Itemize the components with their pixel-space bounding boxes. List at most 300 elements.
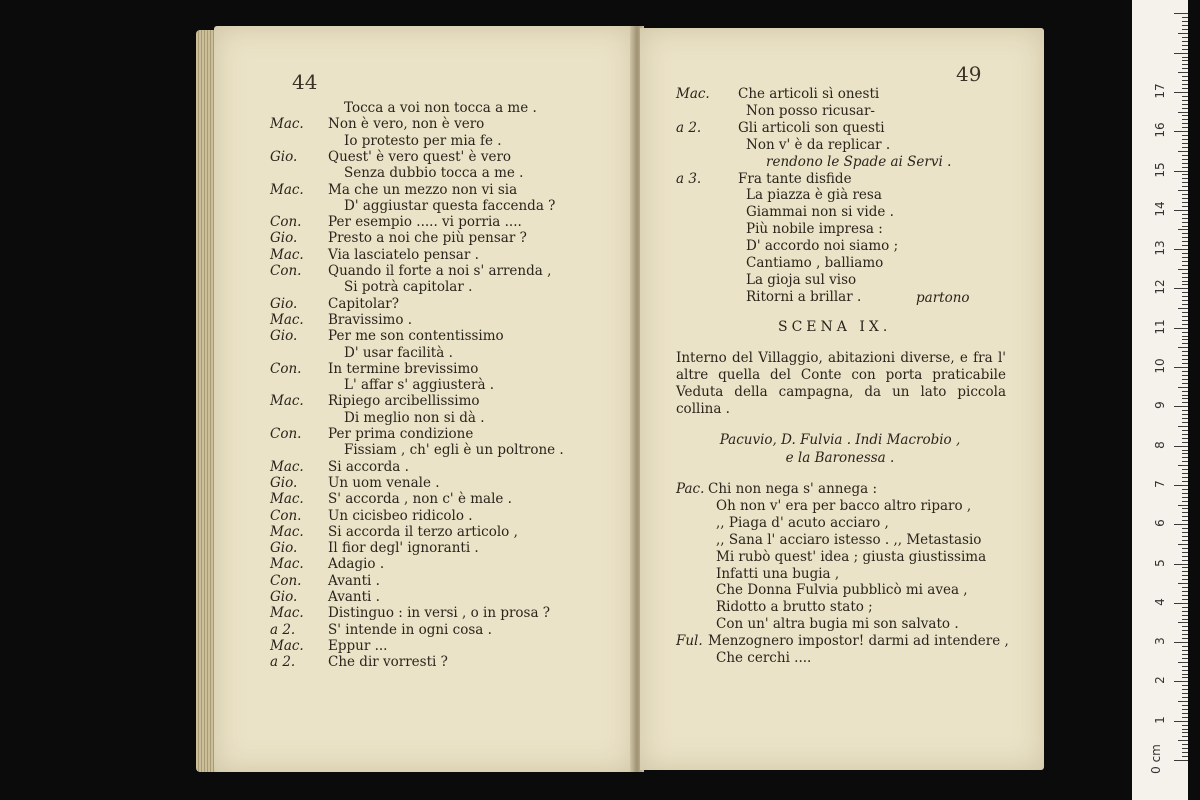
speaker-label: a 2. — [676, 119, 702, 136]
line-text: D' usar facilità . — [344, 344, 453, 361]
ruler-tick — [1182, 292, 1188, 293]
ruler-tick — [1182, 756, 1188, 757]
ruler-tick — [1182, 693, 1188, 694]
line-text: S' accorda , non c' è male . — [328, 491, 512, 508]
ruler-tick — [1174, 367, 1188, 368]
ruler-tick — [1182, 567, 1188, 568]
line-text: Gli articoli son questi — [738, 119, 885, 136]
line-text: S' intende in ogni cosa . — [328, 621, 492, 638]
ruler-tick — [1182, 398, 1188, 399]
speaker-label: Gio. — [270, 148, 298, 165]
speaker-label: Con. — [270, 426, 302, 442]
ruler-tick — [1182, 60, 1188, 61]
ruler-tick — [1178, 347, 1188, 348]
line-text: Avanti . — [328, 589, 380, 605]
line-text: Che articoli sì onesti — [738, 86, 880, 102]
ruler-tick — [1182, 626, 1188, 627]
ruler-tick — [1182, 296, 1188, 297]
ruler-tick — [1182, 100, 1188, 101]
ruler-tick — [1182, 324, 1188, 325]
ruler-tick — [1182, 123, 1188, 124]
ruler-tick — [1182, 41, 1188, 42]
ruler-tick — [1182, 214, 1188, 215]
ruler-number: 14 — [1153, 201, 1167, 217]
ruler-tick — [1178, 701, 1188, 702]
speaker-label: Gio. — [270, 328, 298, 345]
line-text: Io protesto per mia fe . — [344, 132, 502, 149]
ruler-tick — [1182, 457, 1188, 458]
line-text: Con un' altra bugia mi son salvato . — [716, 616, 959, 633]
line-text: Infatti una bugia , — [716, 565, 840, 582]
ruler-tick — [1174, 681, 1188, 682]
ruler-tick — [1174, 131, 1188, 132]
speaker-label: a 3. — [676, 170, 702, 187]
ruler-tick — [1182, 375, 1188, 376]
ruler-tick — [1174, 92, 1188, 93]
line-text: Non posso ricusar- — [746, 102, 875, 119]
speaker-label: Con. — [270, 507, 302, 524]
ruler-tick — [1182, 241, 1188, 242]
ruler-tick — [1182, 473, 1188, 474]
ruler-tick — [1182, 434, 1188, 435]
line-text: Si potrà capitolar . — [344, 279, 473, 296]
ruler-tick — [1182, 469, 1188, 470]
ruler-tick — [1174, 288, 1188, 289]
characters-line-2: e la Baronessa . — [785, 450, 895, 466]
line-text: Senza dubbio tocca a me . — [344, 165, 524, 182]
ruler-tick — [1178, 112, 1188, 113]
ruler-tick — [1182, 650, 1188, 651]
ruler-tick — [1174, 328, 1188, 329]
ruler-tick — [1182, 516, 1188, 517]
line-text: Tocca a voi non tocca a me . — [344, 100, 537, 116]
ruler-tick — [1182, 540, 1188, 541]
ruler-tick — [1174, 564, 1188, 565]
line-text: Che dir vorresti ? — [328, 654, 448, 671]
ruler-tick — [1182, 508, 1188, 509]
line-text: La piazza è già resa — [746, 187, 882, 204]
scene-title: SCENA IX. — [778, 319, 892, 335]
ruler-number: 3 — [1153, 637, 1167, 645]
ruler-tick — [1178, 151, 1188, 152]
ruler-tick — [1182, 654, 1188, 655]
ruler-tick — [1182, 666, 1188, 667]
ruler-tick — [1182, 147, 1188, 148]
ruler-tick — [1182, 233, 1188, 234]
line-text: Bravissimo . — [328, 311, 413, 328]
line-text: La gioja sul viso — [746, 271, 857, 288]
speaker-label: Gio. — [270, 295, 298, 312]
ruler-tick — [1182, 127, 1188, 128]
line-text: Chi non nega s' annega : — [708, 481, 877, 497]
line-text: Quest' è vero quest' è vero — [328, 148, 512, 165]
ruler-tick — [1182, 493, 1188, 494]
ruler-tick — [1182, 418, 1188, 419]
ruler-tick — [1182, 96, 1188, 97]
ruler-tick — [1182, 49, 1188, 50]
characters-line-1: Pacuvio, D. Fulvia . Indi Macrobio , — [719, 432, 961, 448]
ruler-tick — [1178, 308, 1188, 309]
ruler-tick — [1182, 579, 1188, 580]
ruler-number: 8 — [1153, 440, 1167, 449]
line-text: D' accordo noi siamo ; — [746, 238, 899, 255]
line-text: Presto a noi che più pensar ? — [328, 230, 527, 247]
ruler-tick — [1182, 143, 1188, 144]
ruler-unit-label: 0 cm — [1149, 744, 1163, 774]
ruler-tick — [1182, 155, 1188, 156]
speaker-label: Mac. — [270, 116, 304, 133]
speaker-label: Gio. — [270, 589, 298, 605]
left-page-number: 44 — [292, 70, 318, 94]
ruler-tick — [1182, 422, 1188, 423]
line-text: Giammai non si vide . — [746, 204, 894, 221]
ruler-tick — [1182, 402, 1188, 403]
speaker-label: Mac. — [270, 181, 304, 198]
ruler-tick — [1182, 619, 1188, 620]
ruler-tick — [1182, 556, 1188, 557]
speaker-label: Mac. — [270, 393, 304, 410]
line-text: D' aggiustar questa faccenda ? — [344, 197, 556, 214]
ruler-tick — [1182, 670, 1188, 671]
line-text: Capitolar? — [328, 295, 399, 312]
ruler-tick — [1182, 395, 1188, 396]
ruler-tick — [1182, 37, 1188, 38]
line-text: Quando il forte a noi s' arrenda , — [328, 263, 552, 279]
ruler-tick — [1182, 21, 1188, 22]
line-text: Menzognero impostor! darmi ad intendere , — [708, 633, 1009, 650]
ruler-tick — [1182, 497, 1188, 498]
ruler-tick — [1174, 210, 1188, 211]
line-text: Il fior degl' ignoranti . — [328, 540, 479, 557]
speaker-label: Gio. — [270, 540, 298, 557]
ruler-tick — [1182, 226, 1188, 227]
speaker-label: Mac. — [270, 246, 304, 263]
ruler-tick — [1182, 273, 1188, 274]
ruler-tick — [1182, 658, 1188, 659]
ruler-tick — [1182, 359, 1188, 360]
exit-note: partono — [916, 290, 970, 306]
line-text: Non v' è da replicar . — [746, 136, 891, 153]
ruler-tick — [1182, 163, 1188, 164]
ruler-tick — [1182, 45, 1188, 46]
ruler-tick — [1182, 729, 1188, 730]
speaker-label: a 2. — [270, 621, 296, 638]
ruler-number: 10 — [1153, 358, 1167, 374]
ruler-tick — [1182, 277, 1188, 278]
ruler-tick — [1178, 229, 1188, 230]
speaker-label: Mac. — [270, 523, 304, 540]
ruler-tick — [1182, 630, 1188, 631]
ruler-tick — [1182, 320, 1188, 321]
line-text: Fra tante disfide — [738, 170, 852, 187]
ruler-tick — [1182, 383, 1188, 384]
ruler-tick — [1182, 332, 1188, 333]
ruler-tick — [1182, 57, 1188, 58]
ruler-tick — [1174, 721, 1188, 722]
line-text: Eppur ... — [328, 637, 388, 654]
ruler-tick — [1182, 736, 1188, 737]
ruler-tick — [1182, 80, 1188, 81]
ruler-tick — [1182, 25, 1188, 26]
ruler-tick — [1182, 284, 1188, 285]
ruler-tick — [1174, 642, 1188, 643]
speaker-label: Ful. — [676, 633, 703, 650]
line-text: Cantiamo , balliamo — [746, 255, 884, 271]
ruler-tick — [1182, 265, 1188, 266]
ruler-tick — [1182, 442, 1188, 443]
ruler-tick — [1182, 607, 1188, 608]
line-text: Si accorda il terzo articolo , — [328, 523, 518, 540]
ruler-tick — [1182, 732, 1188, 733]
ruler-tick — [1174, 249, 1188, 250]
right-page-number: 49 — [956, 62, 982, 86]
ruler-tick — [1182, 88, 1188, 89]
ruler-tick — [1182, 501, 1188, 502]
speaker-label: Con. — [270, 360, 302, 377]
ruler-number: 6 — [1153, 519, 1167, 528]
ruler-number: 1 — [1153, 715, 1167, 724]
ruler-tick — [1182, 371, 1188, 372]
ruler-tick — [1182, 450, 1188, 451]
ruler-tick — [1182, 261, 1188, 262]
stage-direction: Interno del Villaggio, abitazioni diverse, e fra l' altre quella del Conte con porta praticabile Veduta della campagna, da un lato piccola collina . — [676, 350, 1006, 417]
line-text: Distinguo : in versi , o in prosa ? — [328, 605, 551, 622]
ruler-tick — [1182, 512, 1188, 513]
ruler-tick — [1174, 53, 1188, 54]
ruler-tick — [1182, 300, 1188, 301]
ruler-tick — [1182, 355, 1188, 356]
ruler-tick — [1182, 414, 1188, 415]
ruler-number: 12 — [1153, 279, 1167, 296]
ruler-number: 5 — [1153, 558, 1167, 567]
line-text: Avanti . — [328, 572, 380, 589]
ruler-tick — [1182, 461, 1188, 462]
ruler-number: 4 — [1153, 597, 1167, 606]
speaker-label: Mac. — [270, 637, 304, 654]
ruler-tick — [1182, 697, 1188, 698]
ruler-tick — [1182, 438, 1188, 439]
line-text: Oh non v' era per bacco altro riparo , — [716, 497, 972, 514]
speaker-label: Mac. — [270, 491, 304, 508]
line-text: rendono le Spade ai Servi . — [766, 153, 952, 170]
ruler-tick — [1182, 351, 1188, 352]
ruler-tick — [1182, 222, 1188, 223]
ruler-tick — [1182, 615, 1188, 616]
ruler-tick — [1178, 505, 1188, 506]
ruler-tick — [1182, 119, 1188, 120]
ruler-tick — [1182, 139, 1188, 140]
ruler-tick — [1182, 84, 1188, 85]
ruler-tick — [1182, 430, 1188, 431]
line-text: Via lasciatelo pensar . — [328, 246, 479, 263]
ruler-tick — [1182, 689, 1188, 690]
speaker-label: Con. — [270, 572, 302, 589]
ruler-tick — [1182, 748, 1188, 749]
speaker-label: Mac. — [270, 556, 304, 573]
ruler-tick — [1174, 485, 1188, 486]
ruler-tick — [1182, 281, 1188, 282]
ruler-number: 15 — [1153, 161, 1167, 178]
ruler-tick — [1182, 752, 1188, 753]
ruler-tick — [1182, 178, 1188, 179]
ruler-tick — [1182, 595, 1188, 596]
line-text: Un uom venale . — [328, 474, 440, 491]
ruler-tick — [1178, 33, 1188, 34]
line-text: Che cerchi .... — [716, 650, 812, 666]
line-text: Ma che un mezzo non vi sia — [328, 181, 518, 198]
line-text: Ripiego arcibellissimo — [328, 393, 480, 410]
ruler-tick — [1182, 713, 1188, 714]
ruler-tick — [1182, 167, 1188, 168]
ruler-tick — [1182, 339, 1188, 340]
line-text: Ritorni a brillar . — [746, 288, 862, 305]
ruler-number: 17 — [1153, 83, 1167, 99]
speaker-label: a 2. — [270, 654, 296, 671]
ruler-tick — [1182, 115, 1188, 116]
line-text: Si accorda . — [328, 458, 409, 475]
ruler-tick — [1182, 218, 1188, 219]
ruler-tick — [1182, 202, 1188, 203]
ruler-tick — [1182, 363, 1188, 364]
ruler-tick — [1182, 674, 1188, 675]
ruler-tick — [1174, 603, 1188, 604]
ruler-tick — [1182, 453, 1188, 454]
line-text: ,, Sana l' acciaro istesso . ,, Metastasio — [716, 531, 982, 548]
ruler-tick — [1178, 622, 1188, 623]
ruler-tick — [1182, 520, 1188, 521]
ruler-tick — [1174, 171, 1188, 172]
speaker-label: Gio. — [270, 230, 298, 247]
ruler-tick — [1182, 135, 1188, 136]
ruler-tick — [1182, 548, 1188, 549]
ruler-tick — [1182, 705, 1188, 706]
ruler-tick — [1178, 72, 1188, 73]
ruler-tick — [1178, 426, 1188, 427]
ruler-tick — [1182, 611, 1188, 612]
speaker-label: Con. — [270, 214, 302, 231]
line-text: Per me son contentissimo — [328, 328, 504, 345]
ruler-tick — [1178, 465, 1188, 466]
ruler-tick — [1182, 685, 1188, 686]
speaker-label: Mac. — [270, 311, 304, 328]
ruler-tick — [1182, 17, 1188, 18]
line-text: Adagio . — [328, 556, 385, 573]
ruler-tick — [1182, 194, 1188, 195]
line-text: Per prima condizione — [328, 426, 474, 442]
ruler-tick — [1182, 245, 1188, 246]
ruler-number: 16 — [1153, 122, 1167, 138]
ruler-tick — [1182, 159, 1188, 160]
ruler-tick — [1182, 391, 1188, 392]
ruler-tick — [1182, 571, 1188, 572]
line-text: L' affar s' aggiusterà . — [344, 377, 495, 394]
ruler-tick — [1182, 336, 1188, 337]
ruler-tick — [1174, 760, 1188, 761]
speaker-label: Mac. — [270, 458, 304, 475]
ruler-tick — [1174, 524, 1188, 525]
line-text: Mi rubò quest' idea ; giusta giustissima — [716, 548, 987, 565]
speaker-label: Mac. — [676, 86, 710, 102]
ruler-tick — [1182, 709, 1188, 710]
ruler-tick — [1182, 174, 1188, 175]
ruler-tick — [1182, 599, 1188, 600]
ruler-tick — [1178, 544, 1188, 545]
ruler-tick — [1182, 104, 1188, 105]
ruler-tick — [1182, 257, 1188, 258]
ruler-tick — [1178, 190, 1188, 191]
ruler-tick — [1182, 634, 1188, 635]
speaker-label: Mac. — [270, 605, 304, 622]
line-text: Che Donna Fulvia pubblicò mi avea , — [716, 582, 968, 599]
ruler-tick — [1182, 253, 1188, 254]
ruler-tick — [1182, 552, 1188, 553]
ruler-tick — [1174, 406, 1188, 407]
ruler-tick — [1182, 744, 1188, 745]
ruler-tick — [1182, 316, 1188, 317]
ruler-tick — [1182, 68, 1188, 69]
ruler-number: 11 — [1153, 319, 1167, 335]
ruler-tick — [1182, 717, 1188, 718]
ruler-tick — [1182, 536, 1188, 537]
speaker-label: Gio. — [270, 474, 298, 491]
ruler-tick — [1182, 560, 1188, 561]
ruler-tick — [1178, 740, 1188, 741]
ruler-tick — [1182, 108, 1188, 109]
ruler-tick — [1182, 646, 1188, 647]
ruler-tick — [1182, 532, 1188, 533]
ruler-tick — [1174, 13, 1188, 14]
ruler-number: 9 — [1153, 401, 1167, 410]
ruler-tick — [1182, 481, 1188, 482]
line-text: Fissiam , ch' egli è un poltrone . — [344, 442, 564, 459]
ruler-tick — [1182, 477, 1188, 478]
ruler-tick — [1178, 387, 1188, 388]
speaker-label: Pac. — [676, 481, 705, 497]
ruler-tick — [1182, 182, 1188, 183]
ruler-tick — [1182, 76, 1188, 77]
ruler-tick — [1174, 446, 1188, 447]
ruler-tick — [1182, 64, 1188, 65]
ruler-tick — [1182, 206, 1188, 207]
ruler-tick — [1182, 198, 1188, 199]
ruler-tick — [1182, 489, 1188, 490]
ruler-tick — [1182, 29, 1188, 30]
ruler-tick — [1182, 587, 1188, 588]
line-text: In termine brevissimo — [328, 360, 479, 377]
ruler-tick — [1178, 583, 1188, 584]
ruler-tick — [1182, 591, 1188, 592]
ruler-tick — [1182, 343, 1188, 344]
ruler-tick — [1182, 725, 1188, 726]
ruler-number: 7 — [1153, 480, 1167, 488]
line-text: Per esempio ..... vi porria .... — [328, 214, 522, 231]
ruler-tick — [1182, 410, 1188, 411]
ruler-tick — [1182, 677, 1188, 678]
ruler-tick — [1182, 312, 1188, 313]
ruler-tick — [1182, 304, 1188, 305]
ruler-tick — [1178, 269, 1188, 270]
line-text: ,, Piaga d' acuto acciaro , — [716, 514, 889, 531]
line-text: Un cicisbeo ridicolo . — [328, 507, 473, 524]
line-text: Di meglio non si dà . — [344, 409, 485, 426]
ruler-number: 2 — [1153, 676, 1167, 685]
ruler-tick — [1178, 662, 1188, 663]
line-text: Non è vero, non è vero — [328, 116, 485, 133]
speaker-label: Con. — [270, 263, 302, 279]
ruler-tick — [1182, 186, 1188, 187]
ruler-tick — [1182, 379, 1188, 380]
ruler-number: 13 — [1153, 240, 1167, 256]
